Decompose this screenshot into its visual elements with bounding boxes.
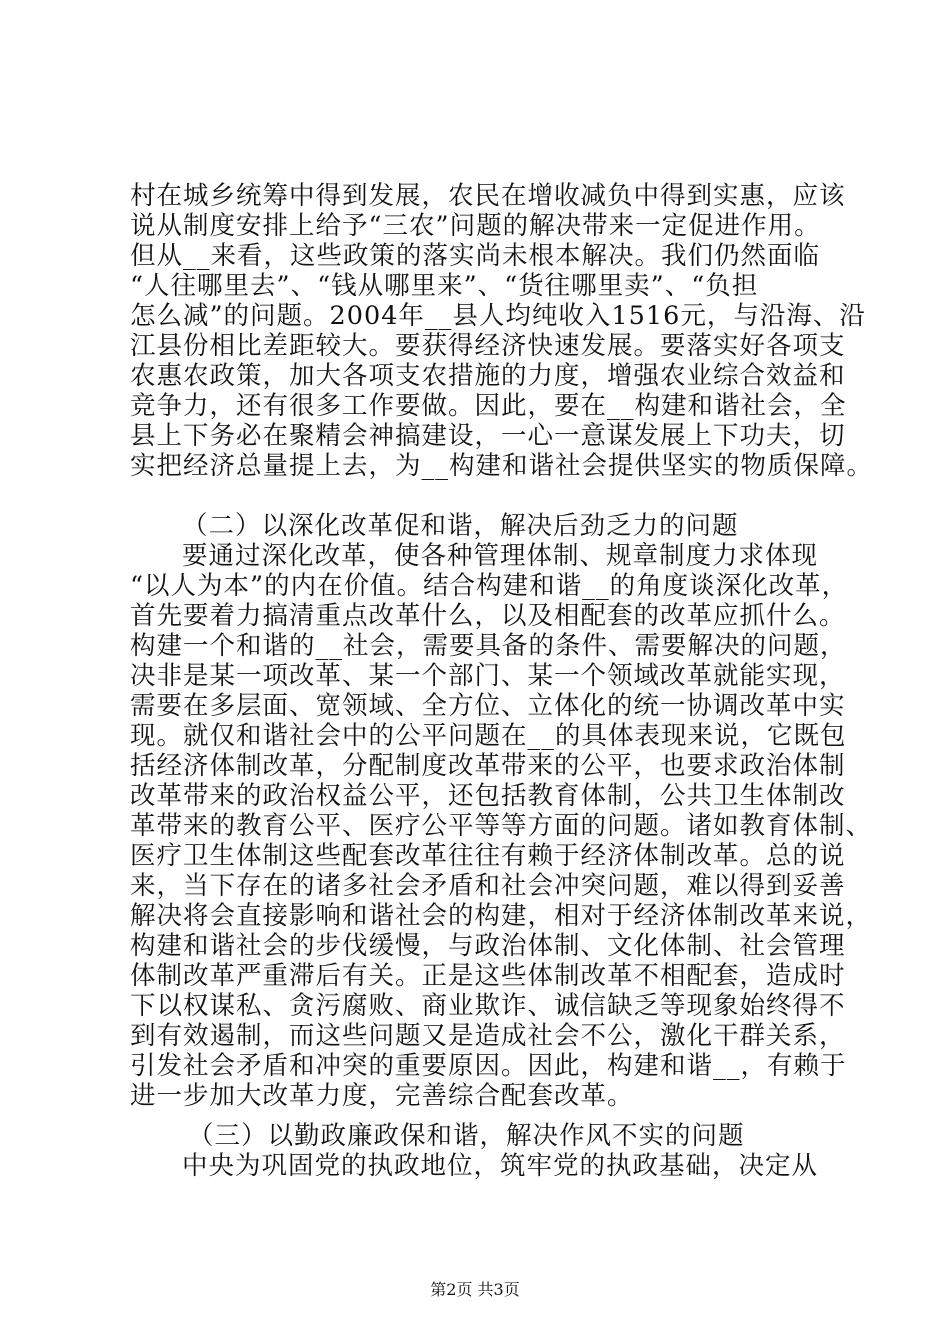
paragraph-line: 改革带来的政治权益公平，还包括教育体制，公共卫生体制改: [130, 781, 846, 811]
paragraph-line: 体制改革严重滞后有关。正是这些体制改革不相配套，造成时: [130, 961, 846, 991]
paragraph-line: 构建一个和谐的__社会，需要具备的条件、需要解决的问题，: [130, 631, 847, 661]
section-heading: （三）以勤政廉政保和谐，解决作风不实的问题: [188, 1121, 745, 1151]
paragraph-line: 解决将会直接影响和谐社会的构建，相对于经济体制改革来说，: [130, 901, 873, 931]
paragraph-line: 来，当下存在的诸多社会矛盾和社会冲突问题，难以得到妥善: [130, 871, 846, 901]
paragraph-line: 决非是某一项改革、某一个部门、某一个领域改革就能实现，: [130, 661, 846, 691]
paragraph-line: 首先要着力搞清重点改革什么，以及相配套的改革应抓什么。: [130, 601, 846, 631]
paragraph-line: 农惠农政策，加大各项支农措施的力度，增强农业综合效益和: [130, 361, 846, 391]
paragraph-line: 构建和谐社会的步伐缓慢，与政治体制、文化体制、社会管理: [130, 931, 846, 961]
paragraph-line: 引发社会矛盾和冲突的重要原因。因此，构建和谐__，有赖于: [130, 1051, 847, 1081]
paragraph-line: 现。就仅和谐社会中的公平问题在__的具体表现来说，它既包: [130, 721, 847, 751]
paragraph-line: 到有效遏制，而这些问题又是造成社会不公，激化干群关系，: [130, 1021, 846, 1051]
paragraph-line: 竞争力，还有很多工作要做。因此，要在__构建和谐社会，全: [130, 391, 847, 421]
section-heading: （二）以深化改革促和谐，解决后劲乏力的问题: [182, 511, 739, 541]
paragraph-line: 需要在多层面、宽领域、全方位、立体化的统一协调改革中实: [130, 691, 846, 721]
paragraph-line: 说从制度安排上给予“三农”问题的解决带来一定促进作用。: [130, 211, 821, 241]
page-footer: 第2页 共3页: [430, 1280, 520, 1299]
paragraph-line: 括经济体制改革，分配制度改革带来的公平，也要求政治体制: [130, 751, 846, 781]
paragraph-line: 实把经济总量提上去，为__构建和谐社会提供坚实的物质保障。: [130, 451, 874, 481]
paragraph-line: 医疗卫生体制这些配套改革往往有赖于经济体制改革。总的说: [130, 841, 846, 871]
paragraph-line: “人往哪里去”、“钱从哪里来”、“货往哪里卖”、“负担: [130, 271, 759, 301]
paragraph-line: 村在城乡统筹中得到发展，农民在增收减负中得到实惠，应该: [130, 181, 846, 211]
paragraph-line: 要通过深化改革，使各种管理体制、规章制度力求体现: [182, 541, 819, 571]
paragraph-line: 下以权谋私、贪污腐败、商业欺诈、诚信缺乏等现象始终得不: [130, 991, 846, 1021]
paragraph-line: 江县份相比差距较大。要获得经济快速发展。要落实好各项支: [130, 331, 846, 361]
paragraph-line: 革带来的教育公平、医疗公平等等方面的问题。诸如教育体制、: [130, 811, 873, 841]
paragraph-line: “以人为本”的内在价值。结合构建和谐__的角度谈深化改革，: [130, 571, 849, 601]
paragraph-line: 怎么减”的问题。2004年__县人均纯收入1516元，与沿海、沿: [130, 301, 866, 331]
paragraph-line: 县上下务必在聚精会神搞建设，一心一意谋发展上下功夫，切: [130, 421, 846, 451]
paragraph-line: 中央为巩固党的执政地位，筑牢党的执政基础，决定从: [182, 1151, 819, 1181]
paragraph-line: 但从__来看，这些政策的落实尚未根本解决。我们仍然面临: [130, 241, 821, 271]
paragraph-line: 进一步加大改革力度，完善综合配套改革。: [130, 1081, 634, 1111]
